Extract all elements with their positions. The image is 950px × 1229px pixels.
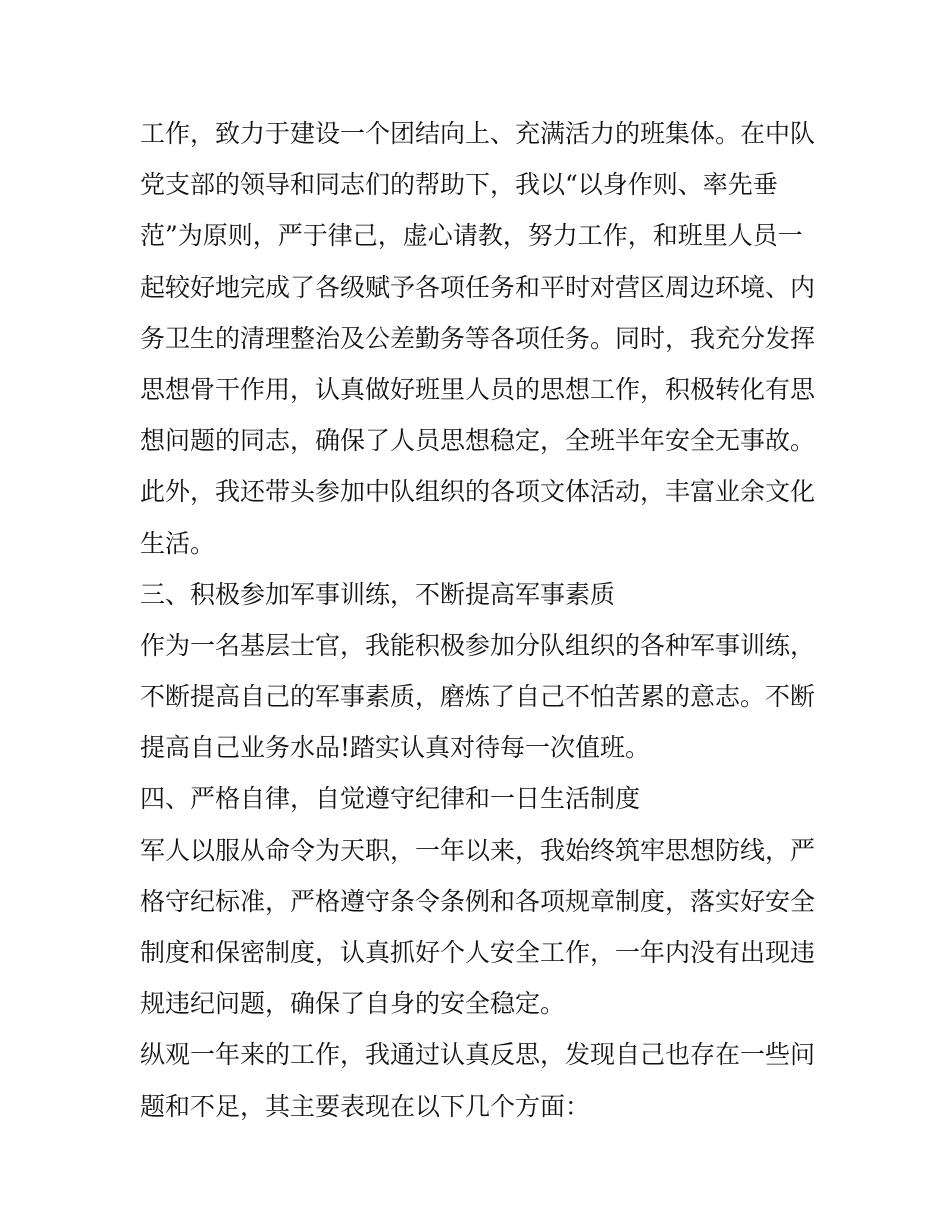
- text-line: 题和不足，其主要表现在以下几个方面：: [140, 1091, 591, 1121]
- text-line: 想问题的同志，确保了人员思想稳定，全班半年安全无事故。: [140, 426, 816, 456]
- text-line: 务卫生的清理整治及公差勤务等各项任务。同时，我充分发挥: [140, 323, 816, 353]
- text-line: 此外，我还带头参加中队组织的各项文体活动，丰富业余文化: [140, 477, 816, 507]
- text-line: 军人以服从命令为天职，一年以来，我始终筑牢思想防线，严: [140, 835, 816, 865]
- text-line: 范”为原则，严于律己，虚心请教，努力工作，和班里人员一: [140, 221, 803, 251]
- text-line: 工作，致力于建设一个团结向上、充满活力的班集体。在中队: [140, 119, 816, 148]
- text-line: 提高自己业务水品!踏实认真对待每一次值班。: [140, 733, 651, 763]
- text-line: 不断提高自己的军事素质，磨炼了自己不怕苦累的意志。不断: [140, 682, 816, 712]
- text-line: 起较好地完成了各级赋予各项任务和平时对营区周边环境、内: [140, 272, 816, 302]
- document-body: [140, 108, 820, 1132]
- text-line: 纵观一年来的工作，我通过认真反思，发现自己也存在一些问: [140, 1040, 816, 1070]
- text-line: 思想骨干作用，认真做好班里人员的思想工作，积极转化有思: [140, 374, 816, 404]
- text-line: 生活。: [140, 528, 216, 558]
- text-line: 党支部的领导和同志们的帮助下，我以“以身作则、率先垂: [140, 170, 778, 200]
- text-line: 作为一名基层士官，我能积极参加分队组织的各种军事训练，: [140, 630, 816, 660]
- text-line: 规违纪问题，确保了自身的安全稳定。: [140, 989, 566, 1019]
- section-heading: 三、积极参加军事训练，不断提高军事素质: [140, 579, 616, 609]
- text-line: 制度和保密制度，认真抓好个人安全工作，一年内没有出现违: [140, 938, 816, 967]
- text-line: 格守纪标准，严格遵守条令条例和各项规章制度，落实好安全: [140, 886, 816, 916]
- section-heading: 四、严格自律，自觉遵守纪律和一日生活制度: [140, 784, 641, 814]
